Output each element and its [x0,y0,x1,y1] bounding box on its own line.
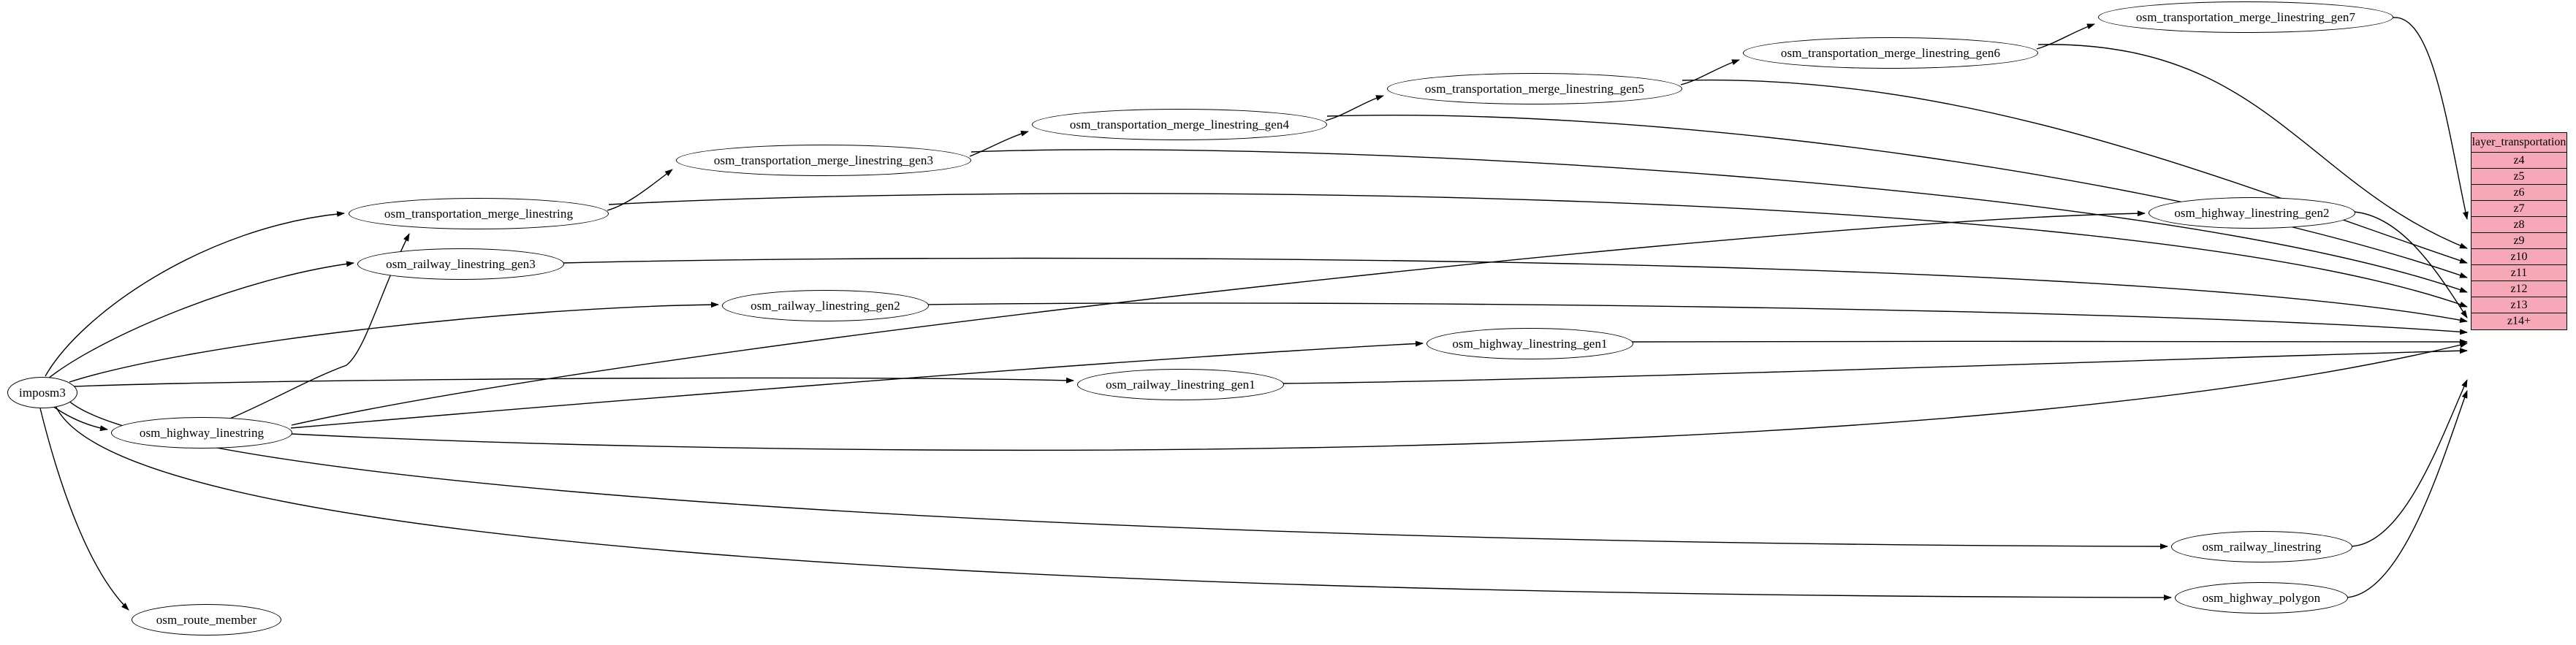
node-label: osm_route_member [156,613,257,627]
node-label: osm_railway_linestring_gen2 [751,299,900,313]
zoom-row-z9[interactable] [2471,233,2566,249]
node-label: osm_railway_linestring_gen1 [1106,378,1255,392]
zoom-row-label: z5 [2513,169,2525,183]
node-layer-transportation[interactable] [2471,132,2567,330]
node-osm-highway-polygon[interactable] [2175,582,2348,614]
node-label: imposm3 [19,386,66,400]
node-osm-railway-linestring-gen3[interactable] [357,248,564,280]
node-label: osm_highway_linestring_gen1 [1452,337,1608,351]
node-osm-railway-linestring-gen2[interactable] [722,290,929,321]
zoom-row-label: z6 [2513,186,2525,199]
zoom-row-z6[interactable] [2471,185,2566,201]
zoom-row-label: z8 [2513,218,2525,231]
zoom-row-label: z10 [2510,250,2528,263]
zoom-row-z13[interactable] [2471,297,2566,313]
node-label: osm_highway_linestring [139,426,265,440]
zoom-row-label: z7 [2513,202,2525,215]
node-label: osm_transportation_merge_linestring_gen6 [1780,46,2001,60]
zoom-row-label: z13 [2510,298,2528,311]
zoom-row-z11[interactable] [2471,265,2566,281]
node-osm-highway-linestring[interactable] [111,417,292,449]
node-label: osm_transportation_merge_linestring_gen7 [2135,10,2356,24]
node-label: osm_transportation_merge_linestring_gen5 [1424,82,1645,96]
zoom-row-z8[interactable] [2471,217,2566,233]
zoom-row-label: z12 [2510,282,2528,295]
node-osm-transportation-merge-linestring-gen5[interactable] [1387,73,1682,104]
node-osm-transportation-merge-linestring-gen4[interactable] [1032,109,1327,140]
zoom-table-header-label: layer_transportation [2471,136,2566,148]
node-osm-transportation-merge-linestring-gen7[interactable] [2098,1,2393,33]
node-osm-highway-linestring-gen1[interactable] [1426,328,1633,359]
node-osm-highway-linestring-gen2[interactable] [2148,197,2355,229]
zoom-row-label: z4 [2513,153,2525,167]
zoom-row-z7[interactable] [2471,201,2566,217]
zoom-row-label: z11 [2510,266,2528,279]
node-label: osm_railway_linestring [2202,540,2322,554]
zoom-row-z4[interactable] [2471,153,2566,169]
node-label: osm_railway_linestring_gen3 [386,257,536,271]
node-osm-railway-linestring-gen1[interactable] [1077,369,1284,400]
zoom-table-header [2471,133,2566,153]
node-osm-transportation-merge-linestring-gen6[interactable] [1743,37,2038,69]
zoom-row-z14plus[interactable] [2471,313,2566,329]
node-label: osm_transportation_merge_linestring [384,207,574,221]
node-label: osm_highway_linestring_gen2 [2174,206,2330,220]
node-osm-transportation-merge-linestring-gen3[interactable] [676,145,971,176]
node-imposm3[interactable] [7,377,77,408]
node-osm-transportation-merge-linestring[interactable] [349,198,609,229]
zoom-row-z5[interactable] [2471,169,2566,185]
zoom-row-z10[interactable] [2471,249,2566,265]
node-label: osm_transportation_merge_linestring_gen3 [713,153,934,167]
node-label: osm_highway_polygon [2202,591,2321,605]
zoom-row-label: z14+ [2507,315,2531,327]
node-label: osm_transportation_merge_linestring_gen4 [1069,118,1290,131]
node-osm-railway-linestring[interactable] [2171,531,2352,562]
zoom-row-z12[interactable] [2471,281,2566,297]
zoom-row-label: z9 [2513,234,2525,247]
node-osm-route-member[interactable] [132,604,281,636]
